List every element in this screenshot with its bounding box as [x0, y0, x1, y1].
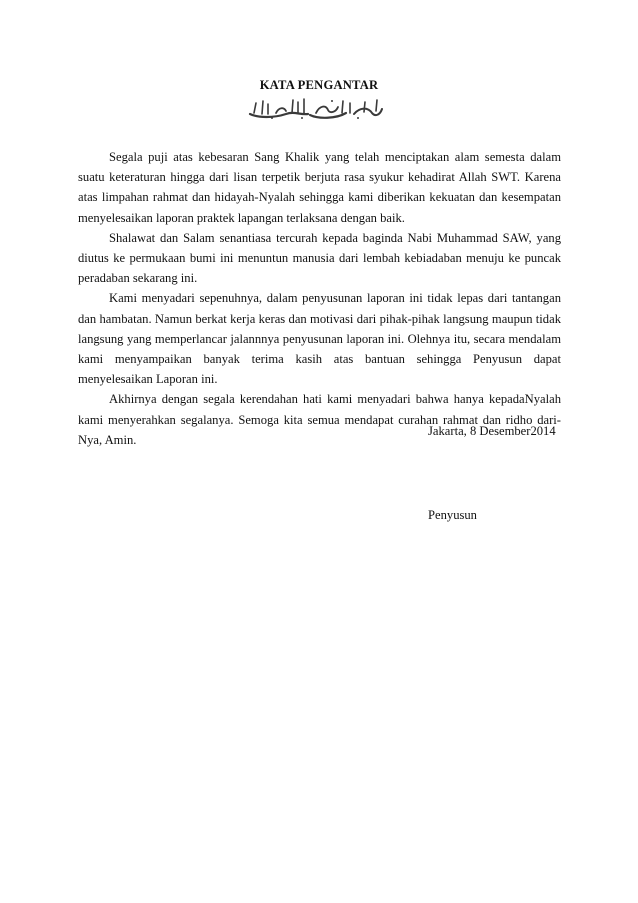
foreword-body: [78, 147, 561, 450]
page-title: KATA PENGANTAR: [259, 78, 379, 92]
paragraph-closing: Akhirnya dengan segala kerendahan hati kami menyadari bahwa hanya kepadaNyalah kami menyerahkan segalanya. Semoga kita semua mendapat curahan rahmat dan ridho dari-Nya, Amin.: [78, 392, 561, 447]
paragraph-shalawat: Shalawat dan Salam senantiasa tercurah kepada baginda Nabi Muhammad SAW, yang diutus ke permukaan bumi ini menuntun manusia dari lembah kebiadaban menuju ke puncak peradaban sekarang ini.: [78, 230, 561, 286]
place-date: Jakarta, 8 Desember2014: [428, 424, 556, 438]
paragraph-praise: Segala puji atas kebesaran Sang Khalik yang telah menciptakan alam semesta dalam suatu keteraturan hingga dari lisan terpetik berjuta rasa syukur kehadirat Allah SWT. Karena atas limpahan rahmat dan hidayah-Nyalah sehingga kami diberikan kekuatan dan kesempatan menyelesaikan laporan praktek lapangan terlaksana dengan baik.: [78, 150, 561, 225]
author-signature: Penyusun: [428, 508, 477, 522]
paragraph-acknowledgement: Kami menyadari sepenuhnya, dalam penyusunan laporan ini tidak lepas dari tantangan dan hambatan. Namun berkat kerja keras dan motivasi dari pihak-pihak langsung maupun tidak langsung yang memperlancar jalannnya penyusunan laporan ini. Olehnya itu, secara mendalam kami menyampaikan banyak terima kasih atas bantuan sehingga Penyusun dapat menyelesaikan Laporan ini.: [78, 291, 561, 387]
basmalah-calligraphy-image: [246, 95, 386, 121]
